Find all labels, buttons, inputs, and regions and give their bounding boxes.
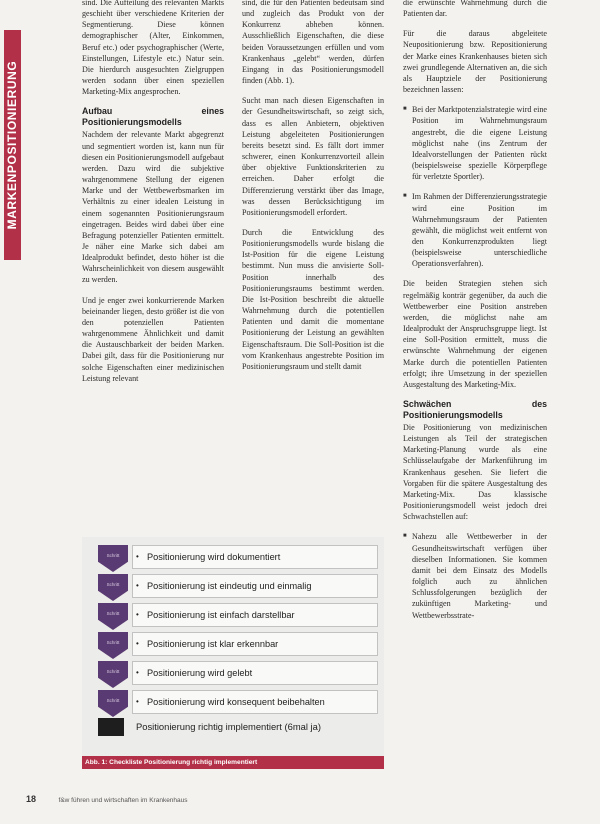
step-arrow-label: Schritt	[106, 553, 120, 558]
bullet-item: ■ Nahezu alle Wettbewerber in der Gesundheitswirtschaft verfügen über dieselben Informationen. Sie kommen damit bei dem Einsatz des Modells folglich auch zu ähnlichen Schlussfolgerungen bezüglich der zukünftigen Marketing- und Wettbewerbsstrate-	[403, 531, 547, 620]
paragraph: Die beiden Strategien stehen sich regelmäßig konträr gegenüber, da auch die Wettbewerber eine Position anstreben werden, die möglichst nahe am Idealprodukt der Anspruchsgruppe liegt. Ist eine Soll-Position ermittelt, muss die erwünschte Wahrnehmung der eigenen Marke durch die potentiellen Patienten erfolgt; ihre Umsetzung in der speziellen Ausgestaltung des Marketing-Mix.	[403, 279, 547, 389]
page-footer	[26, 794, 188, 804]
step-text: Positionierung ist eindeutig und einmalig	[147, 581, 312, 591]
section-title: MARKENPOSITIONIERUNG	[5, 60, 19, 230]
figure-caption: Abb. 1: Checkliste Positionierung richtig implementiert	[82, 756, 384, 769]
step-text: Positionierung wird dokumentiert	[147, 552, 281, 562]
bullet-item: ■ Bei der Marktpotenzialstrategie wird eine Position im Wahrnehmungsraum angestrebt, die die eigene Leistung möglichst nahe (ins Zentrum der Idealvorstellungen der Patienten rückt (beispielsweise spezielle Körperpflege für verletzte Sportler).	[403, 104, 547, 182]
section-heading: Schwächen des Positionierungsmodells	[403, 399, 547, 420]
step-arrow-label: Schritt	[106, 611, 120, 616]
bullet-icon: •	[136, 639, 139, 648]
final-square-icon	[98, 718, 124, 736]
bullet-icon: •	[136, 668, 139, 677]
bullet-icon: •	[136, 581, 139, 590]
paragraph: Für die daraus abgeleitete Neupositionierung bzw. Repositionierung der Marke eines Krankenhauses bieten sich zwei grundlegende Alternativen an, die sich als Hauptziele der Positionierung bezeichnen lassen:	[403, 29, 547, 95]
text-column-2	[242, 0, 384, 381]
step-arrow-label: Schritt	[106, 582, 120, 587]
step-text: Positionierung ist klar erkennbar	[147, 639, 279, 649]
bullet-icon: •	[136, 552, 139, 561]
step-arrow-icon	[98, 632, 128, 659]
step-arrow-icon	[98, 545, 128, 572]
final-result: Positionierung richtig implementiert (6mal ja)	[136, 721, 321, 732]
step-arrow-label: Schritt	[106, 669, 120, 674]
step-box	[132, 690, 378, 714]
step-text: Positionierung wird konsequent beibehalten	[147, 697, 325, 707]
checklist-figure	[82, 537, 384, 769]
step-arrow-label: Schritt	[106, 640, 120, 645]
step-box	[132, 603, 378, 627]
step-arrow-icon	[98, 574, 128, 601]
step-arrow-label: Schritt	[106, 698, 120, 703]
text-column-3	[403, 0, 547, 630]
paragraph: die erwünschte Wahrnehmung durch die Patienten dar.	[403, 0, 547, 19]
bullet-icon: •	[136, 610, 139, 619]
paragraph: Nachdem der relevante Markt abgegrenzt und segmentiert worden ist, kann nun für diesen ein Positionierungsmodell aufgebaut werden. Dazu wird die subjektive wahrgenommene Stellung der eigenen Marke und der Wettbewerbsmarken im Verhältnis zu einer idealen Leistung in einem sogenannten Positionierungsraum eingetragen. Beides wird dabei über eine Befragung potenzieller Patienten ermittelt. Je näher eine Marke sich dabei am Idealprodukt befindet, desto höher ist die Wahrscheinlichkeit von diesem ausgewählt zu werden.	[82, 130, 224, 285]
bullet-item: ■ Im Rahmen der Differenzierungsstrategie wird eine Position im Wahrnehmungsraum der Patienten gewählt, die möglichst weit entfernt von den Konkurrenzprodukten liegt (beispielsweise unterschiedliche Operationsverfahren).	[403, 191, 547, 269]
bullet-icon: •	[136, 697, 139, 706]
step-arrow-icon	[98, 661, 128, 688]
step-arrow-icon	[98, 690, 128, 717]
step-box	[132, 661, 378, 685]
paragraph: sind, die für den Patienten bedeutsam sind und zugleich das Produkt von der Konkurrenz abheben können. Ausschließlich Eigenschaften, die diese beiden Voraussetzungen erfüllen und vom Krankenhaus „gelebt“ werden, dürfen Eingang in das Positionierungsmodell finden (Abb. 1).	[242, 0, 384, 86]
paragraph: Durch die Entwicklung des Positionierungsmodells wurde bislang die Ist-Position für die eigene Leistung bestimmt. Nun muss die anvisierte Soll-Position innerhalb des Positionierungsraums bestimmt werden. Die Ist-Position beschreibt die aktuelle Wahrnehmung durch die potentiellen Patienten und damit die momentane Positionierung der Leistung an gewählten Eigenschaftsraum. Die Soll-Position ist die vom Krankenhaus angestrebte Position im Positionierungsraum und stellt damit	[242, 227, 384, 371]
step-text: Positionierung ist einfach darstellbar	[147, 610, 295, 620]
step-arrow-icon	[98, 603, 128, 630]
paragraph: Und je enger zwei konkurrierende Marken beieinander liegen, desto größer ist die von den potenziellen Patienten wahrgenommene Ähnlichkeit und damit die Austauschbarkeit der beiden Marken. Dabei gilt, dass für die Positionierung nur solche Eigenschaften einer medizinischen Leistung relevant	[82, 295, 224, 383]
text-column-1	[82, 0, 224, 393]
step-box	[132, 632, 378, 656]
paragraph: Sucht man nach diesen Eigenschaften in der Gesundheitswirtschaft, so zeigt sich, dass es allen Anbietern, objektiven Leistung abgeleiteten Positionierungen bereits besetzt sind. Es fällt dort immer schwerer, einen Konkurrenzvorteil allein über objektive Funktionskriterien zu erreichen. Daher erfolgt die Differenzierung verstärkt über das Image, was dessen Berücksichtigung im Positionierungsmodell erfordert.	[242, 96, 384, 217]
step-box	[132, 545, 378, 569]
step-text: Positionierung wird gelebt	[147, 668, 253, 678]
page-number: 18	[26, 794, 37, 804]
section-heading: Aufbau eines Positionierungsmodells	[82, 106, 224, 128]
paragraph: sind. Die Aufteilung des relevanten Markts geschieht über verschiedene Kriterien der Segmentierung. Diese können demographischer (Alter, Einkommen, Beruf etc.) oder psychographischer (Werte, Einstellungen, Lifestyle etc.) Natur sein. Die hierdurch ausgesuchten Zielgruppen werden sodann über einen speziellen Marketing-Mix angesprochen.	[82, 0, 224, 97]
paragraph: Die Positionierung von medizinischen Leistungen als Teil der strategischen Marketing-Planung wurde als eine Schlüsselaufgabe der Markenführung im Krankenhaus gesehen. Sie liefert die Vorgaben für die spätere Ausgestaltung des Marketing-Mix. Das klassische Positionierungsmodell weist jedoch drei Schwachstellen auf:	[403, 423, 547, 522]
publication-name: f&w führen und wirtschaften im Krankenhaus	[58, 797, 188, 804]
step-box	[132, 574, 378, 598]
